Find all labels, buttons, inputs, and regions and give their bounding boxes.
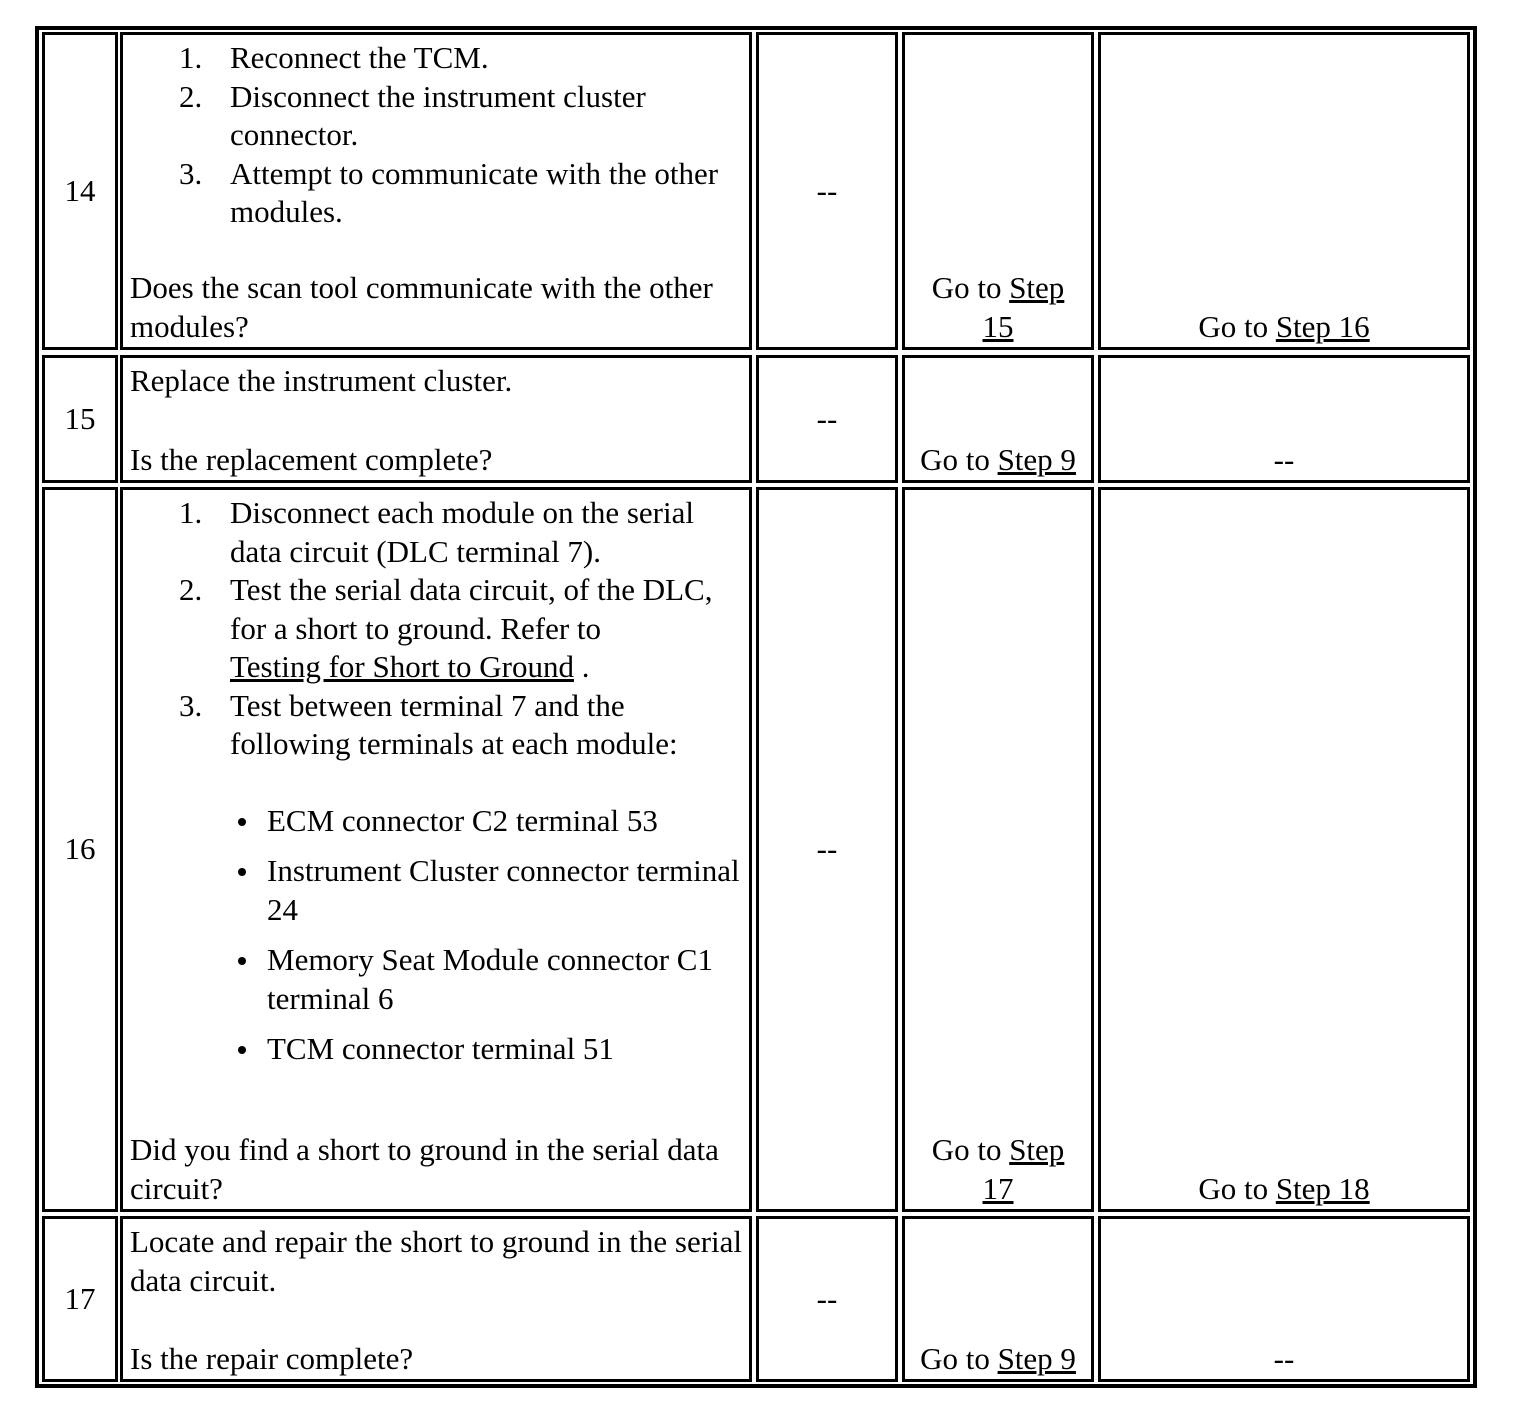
value-text: -- xyxy=(816,400,838,436)
value-cell xyxy=(756,487,898,1212)
action-cell xyxy=(120,355,752,483)
terminal-item: ECM connector C2 terminal 53 xyxy=(230,802,745,841)
no-text: -- xyxy=(1273,1340,1295,1376)
no-text: -- xyxy=(1273,441,1295,477)
step-number: 17 xyxy=(64,1280,96,1316)
step-link-17[interactable]: Step xyxy=(1009,1132,1065,1167)
step-link-16[interactable]: Step 16 xyxy=(1275,308,1370,344)
question-text: Is the repair complete? xyxy=(130,1340,414,1376)
action-item: 3. Attempt to communicate with the other modules. xyxy=(179,155,719,229)
terminal-list xyxy=(230,802,745,1069)
step-link-18[interactable]: Step 18 xyxy=(1275,1170,1370,1206)
yes-prefix: Go to xyxy=(931,270,1010,305)
value-cell xyxy=(756,1216,898,1382)
yes-cell xyxy=(902,1216,1094,1382)
action-item: 2. Test the serial data circuit, of the DLC, for a short to ground. Refer to Testing for Short to Ground . xyxy=(179,572,713,684)
step-link-9[interactable]: Step 9 xyxy=(997,441,1076,477)
no-cell xyxy=(1098,1216,1470,1382)
action-text: Locate and repair the short to ground in the serial data circuit. xyxy=(130,1224,743,1298)
action-item: 1. Reconnect the TCM. xyxy=(179,40,489,75)
step-number-cell xyxy=(42,487,118,1212)
no-prefix: Go to xyxy=(1198,1170,1276,1206)
step-number: 15 xyxy=(64,400,96,436)
action-cell xyxy=(120,32,752,350)
action-list xyxy=(130,39,745,232)
terminal-item: Instrument Cluster connector terminal 24 xyxy=(230,852,745,929)
no-cell xyxy=(1098,32,1470,350)
yes-cell xyxy=(902,355,1094,483)
action-cell xyxy=(120,1216,752,1382)
action-cell xyxy=(120,487,752,1212)
no-cell xyxy=(1098,355,1470,483)
value-text: -- xyxy=(816,1280,838,1316)
no-prefix: Go to xyxy=(1198,308,1276,344)
terminal-item: TCM connector terminal 51 xyxy=(230,1030,745,1069)
step-link-17-number[interactable]: 17 xyxy=(982,1170,1014,1206)
question-text: Is the replacement complete? xyxy=(130,441,493,477)
step-number: 14 xyxy=(64,172,96,208)
value-text: -- xyxy=(816,172,838,208)
step-number: 16 xyxy=(64,831,96,867)
step-link-15[interactable]: Step xyxy=(1009,270,1065,305)
step-number-cell xyxy=(42,32,118,350)
yes-prefix: Go to xyxy=(920,1340,998,1376)
testing-for-short-to-ground-link[interactable]: Testing for Short to Ground xyxy=(230,649,574,684)
no-cell xyxy=(1098,487,1470,1212)
action-item: 2. Disconnect the instrument cluster connector. xyxy=(179,78,646,152)
step-link-15-number[interactable]: 15 xyxy=(982,308,1014,344)
yes-prefix: Go to xyxy=(920,441,998,477)
value-text: -- xyxy=(816,831,838,867)
step-number-cell xyxy=(42,1216,118,1382)
terminal-item: Memory Seat Module connector C1 terminal 6 xyxy=(230,941,745,1018)
action-list xyxy=(130,494,745,1069)
yes-cell xyxy=(902,32,1094,350)
yes-cell xyxy=(902,487,1094,1212)
question-text: Does the scan tool communicate with the other modules? xyxy=(130,270,713,344)
action-item: 1. Disconnect each module on the serial data circuit (DLC terminal 7). xyxy=(179,495,694,569)
step-number-cell xyxy=(42,355,118,483)
value-cell xyxy=(756,355,898,483)
action-text: Replace the instrument cluster. xyxy=(130,363,513,398)
yes-prefix: Go to xyxy=(931,1132,1010,1167)
step-link-9[interactable]: Step 9 xyxy=(997,1340,1076,1376)
question-text: Did you find a short to ground in the serial data circuit? xyxy=(130,1132,719,1206)
value-cell xyxy=(756,32,898,350)
action-item: 3. Test between terminal 7 and the following terminals at each module: ECM connector C2 terminal 53 Instrument Cluster connector terminal 24 Memory Seat Module connector C1 terminal 6 TCM connector terminal 51 xyxy=(130,687,745,1069)
